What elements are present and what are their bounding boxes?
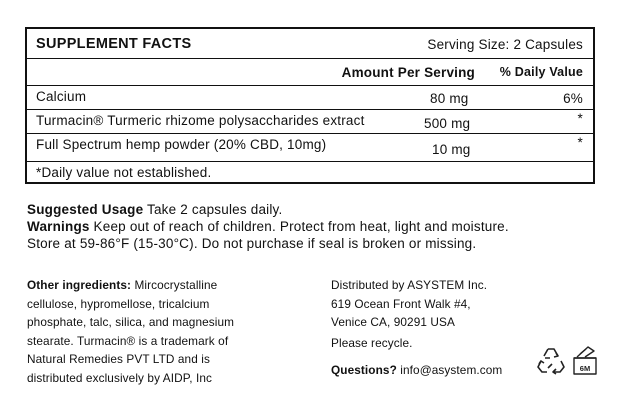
ingredients-line: distributed exclusively by AIDP, Inc — [27, 370, 213, 385]
ingredient-dv: * — [577, 135, 583, 150]
suggested-usage-text: Take 2 capsules daily. — [143, 202, 283, 217]
distributor-line: Distributed by ASYSTEM Inc. — [331, 278, 488, 292]
questions-line — [331, 361, 502, 380]
ingredients-line: stearate. Turmacin® is a trademark of — [27, 333, 229, 348]
recycle-icon — [536, 345, 566, 375]
suggested-usage — [27, 201, 282, 219]
facts-title-row — [27, 29, 593, 59]
ingredient-amount: 500 mg — [424, 116, 471, 131]
ingredient-amount: 10 mg — [432, 142, 471, 157]
ingredients-line: cellulose, hypromellose, tricalcium — [27, 296, 210, 311]
facts-header-row — [27, 59, 593, 86]
questions-email: info@asystem.com — [396, 363, 503, 377]
supplement-facts-panel — [25, 27, 595, 184]
ingredient-name: Calcium — [36, 89, 87, 104]
distributor-line: 619 Ocean Front Walk #4, — [331, 296, 471, 311]
ingredients-line: phosphate, talc, silica, and magnesium — [27, 315, 235, 329]
ingredient-dv: 6% — [563, 91, 583, 106]
facts-title: SUPPLEMENT FACTS — [36, 36, 192, 52]
questions-label: Questions? — [331, 363, 397, 377]
storage-text: Store at 59-86°F (15-30°C). Do not purchase if seal is broken or missing. — [27, 236, 477, 251]
ingredients-line: Natural Remedies PVT LTD and is — [27, 352, 210, 366]
ingredient-name: Turmacin® Turmeric rhizome polysaccharides extract — [36, 113, 365, 128]
facts-row-calcium — [27, 86, 593, 110]
ingredients-line: Mircocrystalline — [131, 278, 218, 292]
recycle-text: Please recycle. — [331, 336, 413, 350]
facts-row-turmacin — [27, 110, 593, 134]
pao-label: 6M — [579, 364, 591, 373]
facts-footnote: *Daily value not established. — [36, 165, 212, 180]
daily-value-header: % Daily Value — [499, 65, 583, 79]
warnings-text-1: Keep out of reach of children. Protect from heat, light and moisture. — [89, 219, 509, 234]
period-after-opening-icon — [571, 344, 599, 378]
other-ingredients-label: Other ingredients: — [27, 278, 132, 292]
warnings-label: Warnings — [27, 219, 90, 234]
other-ingredients — [27, 276, 234, 387]
facts-row-hemp — [27, 134, 593, 162]
ingredient-name: Full Spectrum hemp powder (20% CBD, 10mg) — [36, 137, 327, 152]
ingredient-dv: * — [577, 111, 583, 126]
warnings — [27, 218, 509, 236]
distributor-info — [331, 276, 487, 332]
serving-size: Serving Size: 2 Capsules — [427, 37, 583, 52]
ingredient-amount: 80 mg — [430, 91, 469, 106]
suggested-usage-label: Suggested Usage — [27, 202, 144, 217]
facts-footnote-row — [27, 162, 593, 184]
amount-per-serving-header: Amount Per Serving — [341, 65, 475, 80]
distributor-line: Venice CA, 90291 USA — [331, 315, 455, 329]
